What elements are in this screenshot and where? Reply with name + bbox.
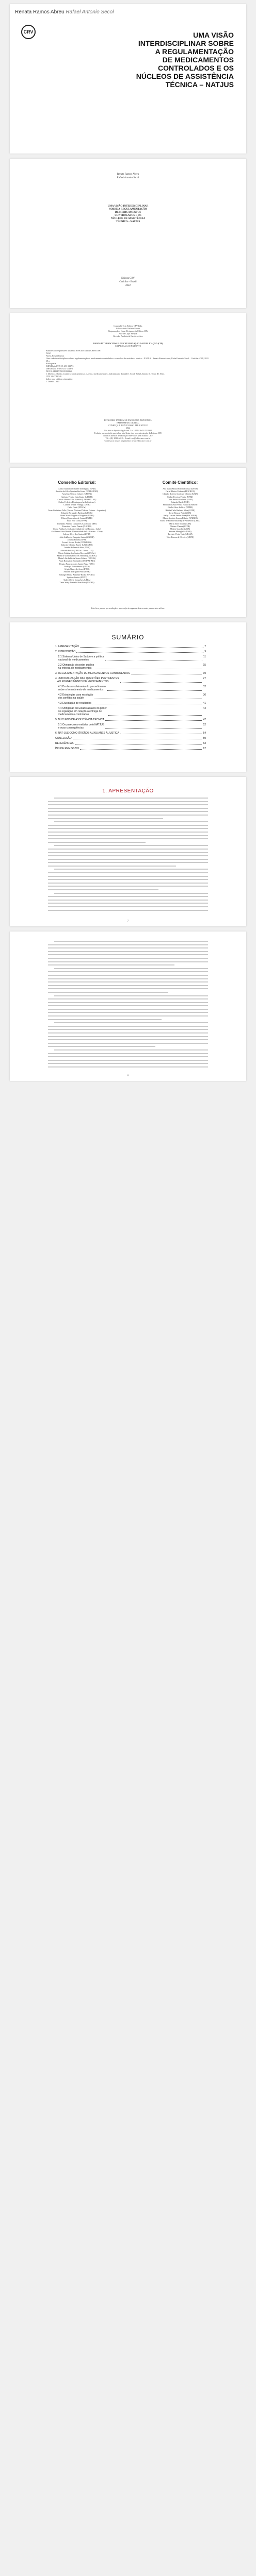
editorial-board-member: Lídia de Oliveira Xavier (UNIEURO) [61, 544, 93, 547]
editorial-board-member: Paulo Romualdo Hernandes (UNIFAL-MG) [58, 560, 95, 563]
editorial-board-member: Cesar Gerônimo Tello (Univer .Nacional Três de Febrero – Argentina) [47, 509, 106, 512]
text-line [54, 869, 208, 870]
text-line [48, 1005, 208, 1006]
text-line [48, 801, 208, 802]
editorial-board-title: Conselho Editorial: [58, 480, 96, 485]
text-line [54, 893, 208, 894]
copyright-lines: Copyright © da Editora CRV Ltda. Editor-chefe: Railson Moura Diagramação e Capa: Designers da Editora CRV Arte de Capa: Freepik Revisão: Analista de Escrita e Artes [108, 325, 148, 337]
text-line [48, 828, 208, 829]
text-line [48, 842, 146, 843]
scientific-committee-member: Dirce Bellezi Guilhem (UNB) [167, 498, 193, 501]
toc-entry-label: 2. INTRODUÇÃO [55, 650, 76, 653]
text-line [48, 1009, 208, 1010]
scientific-committee-member: Fernando César Pereira Hadad (UNIRIO) [163, 503, 198, 506]
editorial-board-member: Marcelo Paixão (UFRJ e UTexas – US) [60, 549, 93, 552]
text-line [48, 954, 208, 955]
text-line [48, 896, 208, 897]
toc-leader-dots [107, 685, 202, 691]
scientific-committee-member: Marco Antônio Gomes Ribeiro (UNIRIO) [163, 517, 198, 520]
editorial-board-member: Francisco Carlos Duarte (PUC-PR) [62, 524, 92, 528]
text-line [48, 862, 208, 863]
toc-entry-page: 15 [203, 664, 206, 667]
text-line [48, 1039, 208, 1040]
toc-leader-dots [105, 718, 202, 721]
editorial-board-member: Lourdes Helena da Silva (UFV) [63, 546, 90, 549]
cover-title: UMA VISÃO INTERDISCIPLINAR SOBRE A REGULAMENTAÇÃO DE MEDICAMENTOS CONTROLADOS E OS NÚCLEOS DE ASSISTÊNCIA TÉCNICA – NATJUS [136, 31, 234, 89]
text-line [48, 992, 168, 993]
editorial-board-member: Carmen Tereza Velanga (UNIR) [63, 503, 90, 506]
toc-leader-dots [95, 664, 202, 669]
text-line [48, 1043, 208, 1044]
text-line [48, 866, 176, 867]
editorial-board-list [30, 487, 123, 584]
editorial-board-member: Anselmo Alencar Colares (UFOPA) [62, 493, 92, 496]
text-line [48, 859, 208, 860]
editorial-board-member: Elione Maria Nogueira Diogenes (UFAL) [59, 514, 94, 517]
cover-page [10, 4, 246, 154]
halftitle-city: Curitiba – Brasil [119, 281, 137, 283]
text-line [48, 1046, 155, 1047]
text-line [48, 811, 208, 812]
editorial-board-member: Rodrigo Pratte-Santos (UFES) [64, 565, 90, 568]
editorial-board-member: João Adalberto Campato Junior (UNESP) [59, 535, 94, 538]
toc-entry[interactable] [55, 645, 206, 648]
text-line [48, 815, 208, 816]
toc-entry[interactable] [55, 732, 206, 735]
editorial-board-page [10, 468, 246, 617]
scientific-committee-member: Kelly Cristina Ambar Rosa (FACERES) [163, 514, 197, 517]
editorial-board-member: Jailson Alves dos Santos (UFRJ) [63, 533, 91, 536]
toc-leader-dots [75, 742, 202, 744]
text-line [54, 1022, 208, 1023]
toc-entry-label: ÍNDICE REMISSIVO [55, 747, 79, 750]
text-line [48, 838, 208, 839]
toc-entry[interactable] [55, 664, 206, 670]
publisher-logo: CRV [21, 25, 36, 39]
toc-leader-dots [105, 723, 202, 729]
scientific-committee-member: Mateus Vianna (UFPR) [170, 524, 190, 528]
text-line [48, 889, 158, 890]
text-line [48, 961, 208, 962]
text-line [48, 998, 208, 999]
text-line [48, 910, 208, 911]
toc-entry-label: 5.1 Os pareceres emitidos pelo NATJUS e suas consequências [58, 723, 105, 730]
toc-entry[interactable] [55, 677, 206, 683]
scientific-committee-member: Hélida Carla Barbosa Silva (UFPE) [165, 509, 195, 512]
editorial-board-member: Tania Suely Azevedo Brasileiro (UFOPA) [59, 581, 94, 584]
editorial-board-member: Fernando Antônio Gonçalves Alcoforado (IPB) [57, 522, 97, 525]
text-line [48, 985, 208, 986]
scientific-committee-member: Vitor Pessoa de Oliveira (UEPB) [166, 535, 194, 538]
toc-entry-label: 4.4 Obrigação do Estado através do poder de regulação em relação a entrega de medicamentos controlados [58, 707, 107, 716]
toc-leader-dots [94, 693, 202, 699]
text-line [48, 1019, 162, 1020]
scientific-committee-member: Ana Maria Moura Fonseca Souza (UFSB) [163, 487, 198, 490]
editorial-board-member: Maria de Lourdes Pinto de Almeida (UNOESC) [57, 554, 97, 557]
scientific-committee-member: Maria Ester Soares (ANS) [169, 522, 191, 525]
toc-entry[interactable] [55, 718, 206, 721]
halftitle-publisher: Editora CRV [121, 277, 135, 280]
scientific-committee-member: Maria de Fátima Siliansky de Andreazzi (UFRJ) [160, 519, 200, 522]
text-line [54, 968, 208, 969]
text-line [48, 981, 208, 982]
editorial-board-member: Solange Helena Ximenes-Rocha (UFOPA) [59, 573, 95, 576]
text-line [48, 808, 208, 809]
text-line [48, 900, 208, 901]
toc-entry-page: 52 [203, 723, 206, 726]
scientific-committee-member: Carla Ribeiro Pedroso (FIOCRUZ) [165, 490, 195, 493]
toc-entry[interactable] [55, 723, 206, 730]
toc-entry[interactable] [55, 672, 206, 675]
toc-entry-page: 11 [203, 655, 206, 658]
editorial-board-member: Élsio José Corá (UFFS) [67, 519, 87, 522]
toc-entry-label: 3. REGULAMENTAÇÃO DE MEDICAMENTOS CONTROLADOS [55, 672, 130, 675]
toc-leader-dots [92, 702, 202, 704]
chapter-title: 1. APRESENTAÇÃO [102, 788, 154, 794]
toc-entry-page: 54 [203, 732, 206, 735]
half-title-page [10, 159, 246, 308]
editorial-board-member: Gloria Fariñas León (Universidade de La Havana – Cuba) [53, 528, 101, 531]
cover-authors: Renata Ramos Abreu Rafael Antonio Secol [15, 9, 114, 15]
text-line [48, 855, 208, 856]
editorial-board-member: Carlos Alberto Vilar Estêvão (UMINHO – PT) [57, 498, 97, 501]
scientific-committee-title: Comitê Científico: [162, 480, 198, 485]
text-line [48, 879, 208, 880]
toc-entry[interactable] [55, 650, 206, 653]
toc-entry-label: 5. NÚCLEOS DE ASSISTÊNCIA TÉCNICA [55, 718, 105, 721]
page-number: 7 [127, 920, 129, 923]
toc-leader-dots [105, 655, 202, 661]
text-line [48, 947, 208, 948]
text-line [48, 835, 208, 836]
text-line [48, 906, 208, 907]
toc-entry[interactable] [55, 655, 206, 662]
toc-entry[interactable] [55, 747, 206, 750]
toc-entry-page: 41 [203, 702, 206, 705]
text-line [54, 845, 208, 846]
toc-leader-dots [80, 645, 203, 648]
toc-entry-label: 6. NAT-JUS COMO ÓRGÃOS AUXILIARES À JUSTIÇA [55, 732, 119, 735]
toc-entry[interactable] [55, 737, 206, 740]
toc-entry-page: 59 [203, 737, 206, 740]
text-line [48, 825, 208, 826]
text-line [48, 1032, 208, 1033]
text-line [48, 1056, 208, 1057]
toc-leader-dots [80, 747, 202, 750]
text-line [48, 1053, 208, 1054]
toc-entry-label: REFERÊNCIAS [55, 742, 74, 745]
text-line [48, 951, 208, 952]
text-line [48, 988, 208, 989]
toc-entry[interactable] [55, 693, 206, 700]
editorial-board-member: Carlos Federico Dominguez Avila (Unieuro) [58, 501, 95, 504]
text-line [54, 995, 208, 996]
toc-entry-label: 4. JUDICIALIZAÇÃO DAS QUESTÕES PERTINENTES AO FORNECIMENTO DE MEDICAMENTOS [55, 677, 119, 683]
text-line [54, 1049, 208, 1050]
toc-entry-page: 47 [203, 718, 206, 721]
text-line [48, 886, 208, 887]
toc-page [10, 622, 246, 772]
halftitle-title: UMA VISÃO INTERDISCIPLINAR SOBRE A REGULAMENTAÇÃO DE MEDICAMENTOS CONTROLADOS E OS NÚCLEOS DE ASSISTÊNCIA TÉCNICA – NATJUS [107, 205, 149, 223]
toc-leader-dots [131, 672, 202, 674]
scientific-committee-member: Milene Gaucher (UNB) [170, 528, 190, 531]
toc-leader-dots [120, 732, 202, 734]
text-line [48, 852, 208, 853]
text-line [48, 883, 208, 884]
toc-entry[interactable] [55, 702, 206, 705]
toc-entry-page: 9 [204, 650, 206, 653]
toc-entry-page: 44 [203, 707, 206, 710]
toc-entry-label: CONCLUSÃO [55, 737, 72, 740]
scientific-committee-list [134, 487, 227, 538]
halftitle-author-2: Rafael Antonio Secol [117, 177, 139, 179]
text-line [48, 971, 208, 972]
toc-entry-page: 67 [203, 747, 206, 750]
scientific-committee-member: Cláudio Roberto Cordovil Oliveira (UNB) [163, 493, 198, 496]
text-line [48, 818, 163, 819]
text-line [54, 941, 208, 942]
toc-leader-dots [76, 650, 203, 653]
text-line [54, 821, 208, 822]
editorial-board-member: Sydione Santos (UEPG) [67, 575, 87, 579]
toc-entry-page: 36 [203, 693, 206, 697]
toc-entry-label: 4.2 Estratégias para resolução dos conflitos na saúde [58, 693, 93, 700]
toc-leader-dots [120, 677, 202, 683]
scientific-committee-member: Eduardo Bardi (UNB) [171, 501, 189, 504]
editorial-board-member: Maria Lília Imbiriba Sousa Colares (UFOPA) [58, 557, 96, 560]
text-line [48, 1036, 208, 1037]
legal-lines: ESTA OBRA TAMBÉM SE ENCONTRA DISPONÍVEL EM FORMATO DIGITAL. CONHEÇA E BAIXE NOSSO APLICATIVO! 2022 Foi feito o depósito legal conf. Lei 10.994 de 14/12/2004 Proibida a reprodução parcial ou total desta obra sem autorização da Editora CRV Todos os direitos desta edição reservados pela: Editora CRV Tel.: (41) 3039-6418 – E-mail: sac@editoracrv.com.br Conheça os nossos lançamentos: www.editoracrv.com.br [94, 419, 162, 442]
scientific-committee-member: Gisele Alves da Silva (UFRB) [167, 506, 193, 509]
editorial-board-member: Tadeu Oliver Gonçalves (UFPA) [63, 578, 91, 581]
toc-entry-page: 7 [204, 645, 206, 648]
cip-title: DADOS INTERNACIONAIS DE CATALOGAÇÃO NA PUBLICAÇÃO (CIP) [93, 342, 163, 345]
text-line [48, 832, 208, 833]
editorial-board-member: Simone Rodrigues Pinto (UNB) [63, 570, 90, 573]
toc-entry-label: 1. APRESENTAÇÃO [55, 645, 79, 648]
text-line [48, 1012, 208, 1013]
scientific-committee-member: Cleber Ferreira Pereira (UFRJ) [167, 495, 193, 498]
toc-entry-page: 19 [203, 672, 206, 675]
scientific-committee-member: Tarcísio Vieira Neto (UFAM) [168, 533, 193, 536]
toc-entry[interactable] [55, 742, 206, 745]
editorial-board-member: Guillermo Arias Beatón (Universidade de La Havana – Cuba) [51, 530, 103, 533]
toc-entry[interactable] [55, 685, 206, 691]
toc-leader-dots [73, 737, 202, 739]
text-line [48, 903, 208, 904]
halftitle-author-1: Renata Ramos Abreu [117, 173, 139, 176]
scientific-committee-member: Jorge Bouças Neto (UNB) [169, 511, 191, 514]
editorial-board-member: Josania Portela (UFPI) [67, 538, 87, 541]
text-line [48, 978, 208, 979]
toc-title: SUMÁRIO [111, 634, 145, 641]
halftitle-year: 2022 [125, 284, 131, 287]
toc-entry-page: 63 [203, 742, 206, 745]
toc-entry-label: 2.2 Obrigação do poder público na entrega de medicamentos [58, 664, 94, 670]
text-line [54, 798, 208, 799]
editorial-board-member: Andréia da Silva Quintanilha Sousa (UNIR/UFRN) [55, 490, 99, 493]
text-line [48, 872, 208, 873]
toc-entry-page: 27 [203, 677, 206, 680]
review-note: Este livro passou por avaliação e aprovação às cegas de dois ou mais pareceristas ad hoc. [91, 607, 165, 609]
text-line [48, 975, 208, 976]
editorial-board-member: Renato Francisco dos Santos Paula (UFG) [59, 562, 94, 565]
editorial-board-member: Elizeu Clementino de Souza (UNEB) [61, 517, 92, 520]
text-line [48, 1026, 208, 1027]
editorial-board-member: Celso Conti (UFSCar) [68, 506, 86, 509]
editorial-board-member: Eduardo Fernandes Barbosa (UFMG) [61, 511, 93, 514]
text-line [48, 964, 174, 965]
scientific-committee-member: Simone Meneghelli (UNB) [169, 530, 191, 533]
toc-entry-page: 32 [203, 685, 206, 688]
chapter-1-page [10, 777, 246, 926]
page-number-8: 8 [127, 1075, 129, 1077]
toc-leader-dots [108, 707, 202, 716]
chapter-1-text-lines [48, 798, 208, 913]
chapter-1-continued-text [48, 941, 208, 1070]
toc-entry-label: 4.3 Elucidação de resultados [55, 702, 91, 705]
text-line [48, 804, 208, 805]
editorial-board-member: Aldira Guimarães Duarte Domínguez (UNB) [58, 487, 96, 490]
editorial-board-member: Maria Cristina dos Santos Bezerra (UFSCar) [58, 551, 95, 554]
editorial-board-member: Antônio Pereira Gaio Júnior (UFRRJ) [61, 495, 93, 498]
text-line [48, 1060, 208, 1061]
text-line [48, 849, 208, 850]
toc-entry[interactable] [55, 707, 206, 716]
chapter-1-continued-page [10, 931, 246, 1081]
editorial-board-member: Leonel Severo Rocha (UNISINOS) [62, 541, 92, 544]
text-line [48, 876, 208, 877]
text-line [48, 1066, 208, 1067]
text-line [48, 1063, 208, 1064]
text-line [48, 1029, 208, 1030]
editorial-board-member: Sérgio Nunes de Jesus (IFRO) [64, 568, 90, 571]
text-line [48, 1002, 208, 1003]
copyright-page [10, 313, 246, 463]
toc-entry-label: 2.1 Sistema Único de Saúde e a política nacional de medicamentos [58, 655, 104, 662]
text-line [48, 944, 208, 945]
toc-entry-label: 4.1 Do desenvolvimento do procedimento sobre o fornecimento de medicamentos [58, 685, 106, 691]
text-line [48, 958, 208, 959]
text-line [48, 1015, 208, 1016]
cip-subtitle: CATALOGAÇÃO NA FONTE [115, 345, 141, 347]
cip-body: Bibliotecária responsável: Luzenira Alves dos Santos CRB9/1506 A162 Abreu, Renata Ramos Uma visão interdisciplinar sobre a regulamentação de medicamentos controlados e os núcleos de assistência técnica – NATJUS / Renata Ramos Abreu, Rafael Antonio Secol – Curitiba : CRV, 2022. 68 p. Bibliografia ISBN Digital 978-65-251-3117-3 ISBN Físico 978-65-251-3116-6 DOI 10.24824/978652513116.6 1. Direito 2. Direito à saúde 3. Medicamentos 4. Acesso a medicamentos 5. Judicialização da saúde I. Secol, Rafael Antonio II. Título III. Série. CDU 34 CDD 340 Índice para catálogo sistemático 1. Direito – 340 [46, 349, 209, 383]
